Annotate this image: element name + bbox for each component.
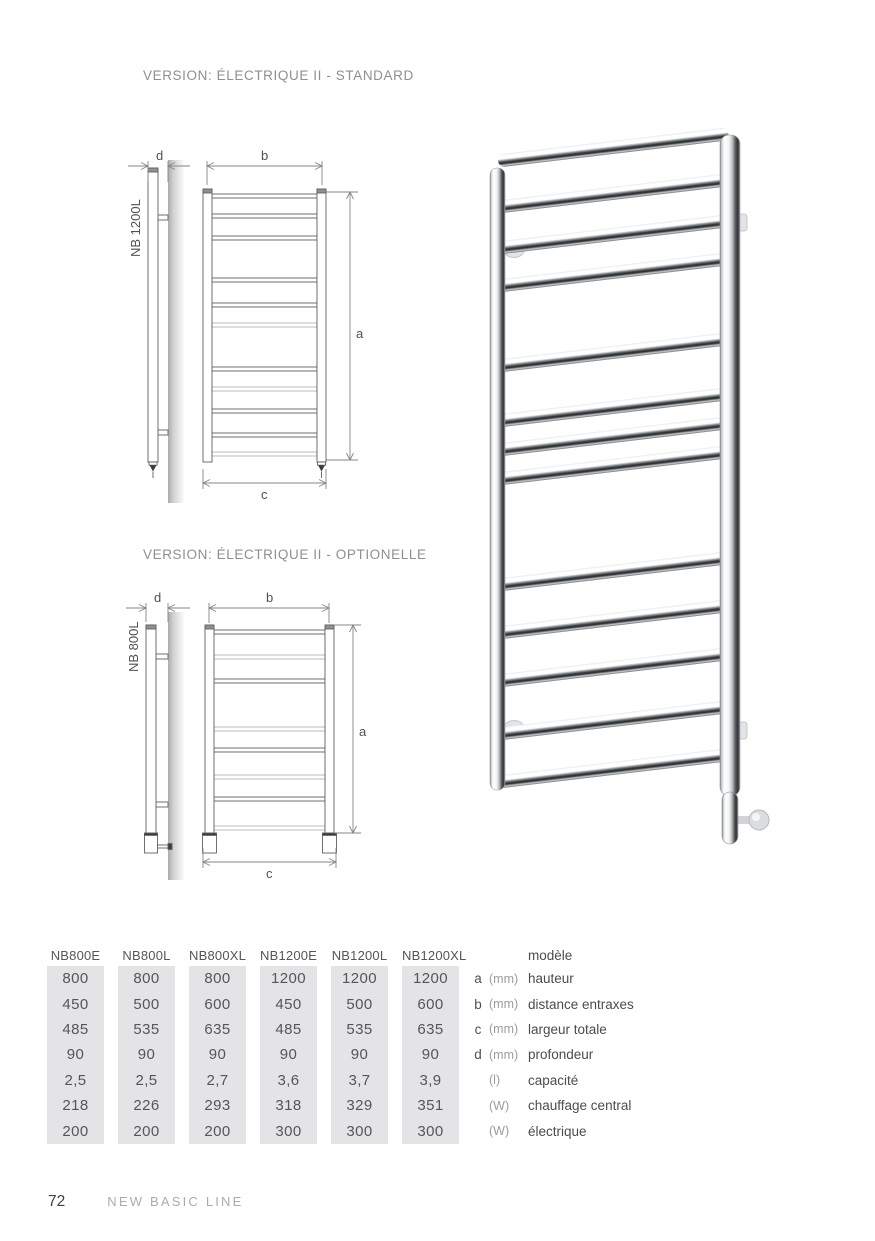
table-cell: 535 (346, 1020, 373, 1038)
legend-label: électrique (528, 1123, 587, 1139)
electric-element (722, 792, 769, 844)
side-view (145, 625, 173, 853)
spec-table (47, 944, 467, 1144)
table-cell: 535 (133, 1020, 160, 1038)
dim-label-c: c (261, 487, 268, 502)
column-header: NB800L (122, 947, 171, 963)
model-label-nb800l: NB 800L (126, 621, 141, 672)
wall-shading (168, 160, 185, 503)
legend-label: hauteur (528, 971, 574, 987)
table-cell: 800 (62, 970, 89, 988)
table-cell: 329 (346, 1097, 373, 1115)
legend-dim: b (474, 996, 482, 1012)
legend-label: chauffage central (528, 1098, 632, 1114)
table-cell: 90 (421, 1046, 440, 1064)
wall-shading (168, 612, 185, 880)
table-cell: 635 (204, 1020, 231, 1038)
table-cell: 200 (204, 1122, 231, 1140)
front-view (203, 625, 337, 853)
table-cell: 600 (417, 995, 444, 1013)
technical-drawing-nb1200l (113, 135, 383, 505)
table-cell: 500 (346, 995, 373, 1013)
legend-unit: (W) (489, 1124, 510, 1139)
table-cell: 1200 (271, 970, 306, 988)
left-rail (490, 168, 505, 790)
table-cell: 90 (350, 1046, 369, 1064)
table-cell: 485 (62, 1020, 89, 1038)
table-cell: 2,5 (135, 1071, 158, 1089)
table-cell: 450 (62, 995, 89, 1013)
table-cell: 351 (417, 1097, 444, 1115)
legend-unit: (mm) (489, 1047, 519, 1062)
table-legend (470, 944, 634, 1144)
heading-version-optionelle: VERSION: ÉLECTRIQUE II - OPTIONELLE (143, 547, 427, 562)
table-cell: 485 (275, 1020, 302, 1038)
collection-name: NEW BASIC LINE (107, 1194, 244, 1209)
legend-dim: d (474, 1047, 482, 1063)
column-header: NB1200XL (402, 947, 467, 963)
heading-version-standard: VERSION: ÉLECTRIQUE II - STANDARD (143, 68, 414, 83)
electric-element-icon (149, 462, 157, 478)
dim-label-d: d (156, 148, 164, 163)
table-cell: 90 (137, 1046, 156, 1064)
column-header: NB800E (50, 947, 101, 963)
table-cell: 90 (66, 1046, 85, 1064)
page-footer (48, 1193, 244, 1211)
table-cell: 226 (133, 1097, 160, 1115)
legend-label: capacité (528, 1072, 579, 1088)
technical-drawing-nb800l (113, 588, 383, 888)
legend-dim: c (474, 1021, 482, 1037)
table-cell: 635 (417, 1020, 444, 1038)
table-cell: 3,7 (348, 1071, 371, 1089)
dim-label-b: b (261, 148, 269, 163)
table-cell: 450 (275, 995, 302, 1013)
right-rail (720, 135, 740, 796)
column-header: NB1200L (331, 947, 388, 963)
legend-unit: (W) (489, 1098, 510, 1113)
column-header: NB800XL (189, 947, 247, 963)
dim-label-b: b (266, 590, 274, 605)
table-cell: 300 (417, 1122, 444, 1140)
table-cell: 2,7 (206, 1071, 229, 1089)
legend-unit: (mm) (489, 1022, 519, 1037)
table-cell: 200 (133, 1122, 160, 1140)
dim-label-d: d (154, 590, 162, 605)
dim-label-c: c (266, 866, 273, 881)
table-cell: 800 (133, 970, 160, 988)
table-cell: 200 (62, 1122, 89, 1140)
table-cell: 500 (133, 995, 160, 1013)
side-view (148, 168, 168, 462)
rung-tubes (497, 127, 729, 788)
table-cell: 300 (275, 1122, 302, 1140)
table-cell: 90 (208, 1046, 227, 1064)
column-header: NB1200E (260, 947, 318, 963)
table-cell: 293 (204, 1097, 231, 1115)
product-photo-towel-radiator (468, 120, 774, 860)
dim-label-a: a (359, 724, 367, 739)
page-number: 72 (48, 1193, 66, 1210)
electric-element-icon (318, 462, 326, 478)
legend-label: largeur totale (528, 1021, 607, 1037)
table-cell: 90 (279, 1046, 298, 1064)
table-cell: 300 (346, 1122, 373, 1140)
legend-label: profondeur (528, 1047, 594, 1063)
dim-label-a: a (356, 326, 364, 341)
table-cell: 218 (62, 1097, 89, 1115)
legend-header: modèle (528, 947, 573, 963)
legend-unit: (mm) (489, 971, 519, 986)
table-cell: 318 (275, 1097, 302, 1115)
table-cell: 3,9 (419, 1071, 442, 1089)
table-cell: 1200 (342, 970, 377, 988)
table-cell: 800 (204, 970, 231, 988)
table-cell: 3,6 (277, 1071, 300, 1089)
table-cell: 2,5 (64, 1071, 87, 1089)
legend-label: distance entraxes (528, 996, 634, 1012)
legend-dim: a (474, 971, 482, 987)
table-cell: 1200 (413, 970, 448, 988)
table-cell: 600 (204, 995, 231, 1013)
front-view (203, 189, 326, 462)
model-label-nb1200l: NB 1200L (128, 199, 143, 257)
legend-unit: (l) (489, 1073, 501, 1088)
legend-unit: (mm) (489, 997, 519, 1012)
